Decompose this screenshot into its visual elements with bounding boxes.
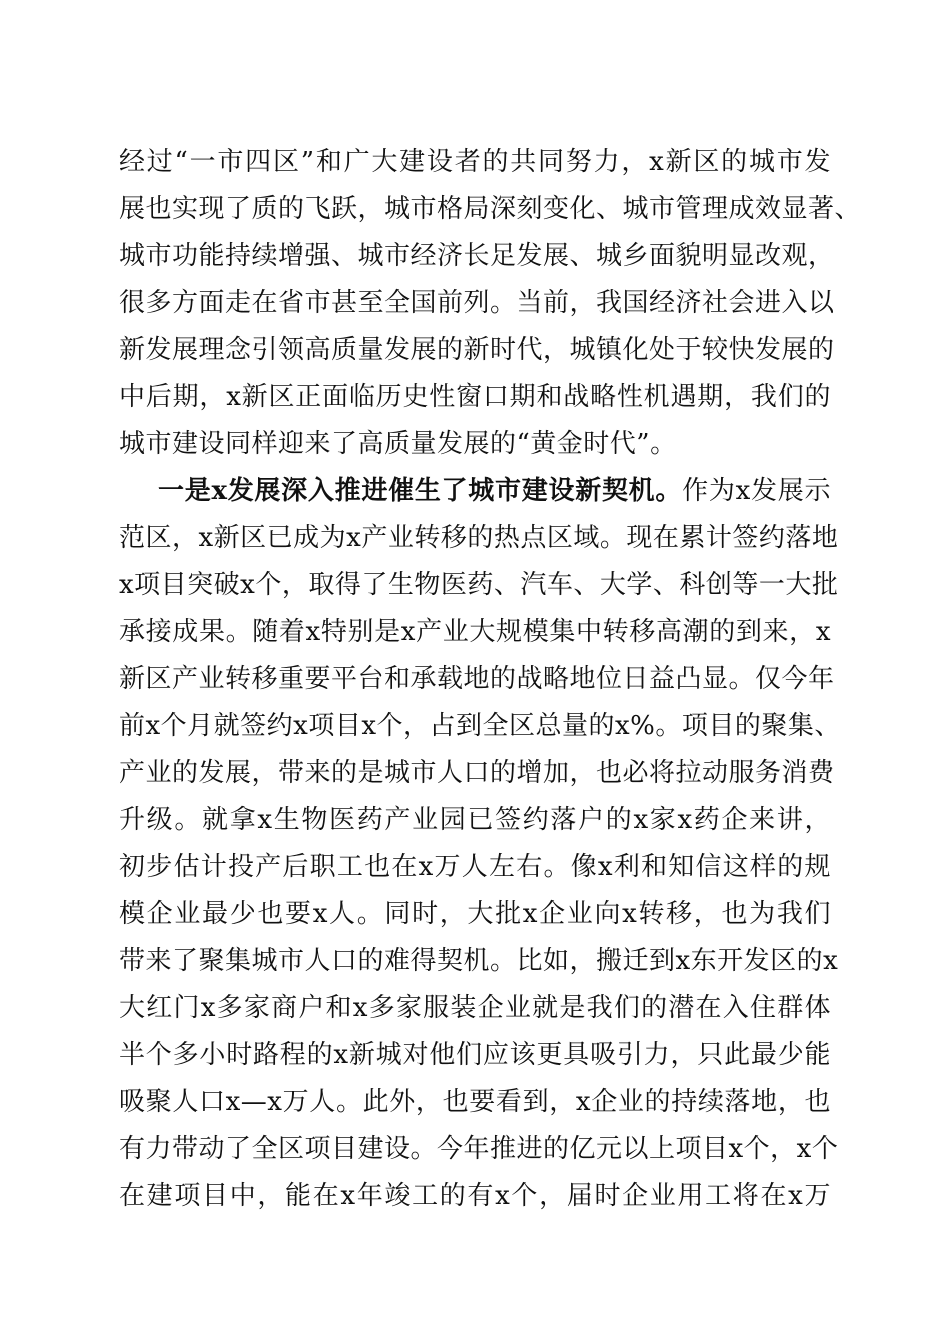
paragraph-1-line-3: 城市功能持续增强、城市经济长足发展、城乡面貌明显改观，: [119, 241, 835, 271]
paragraph-1-line-6: 中后期，x新区正面临历史性窗口期和战略性机遇期，我们的: [119, 382, 831, 412]
paragraph-2-heading: 一是x发展深入推进催生了城市建设新契机。: [158, 476, 683, 506]
paragraph-2-line-12: 大红门x多家商户和x多家服装企业就是我们的潜在入住群体: [119, 993, 831, 1023]
paragraph-2-line-14: 吸聚人口x—x万人。此外，也要看到，x企业的持续落地，也: [119, 1087, 831, 1117]
paragraph-2-line-6: 前x个月就签约x项目x个，占到全区总量的x%。项目的聚集、: [119, 711, 841, 741]
paragraph-2-line-10: 模企业最少也要x人。同时，大批x企业向x转移，也为我们: [119, 899, 831, 929]
paragraph-1-line-5: 新发展理念引领高质量发展的新时代，城镇化处于较快发展的: [119, 335, 835, 365]
paragraph-1-line-7: 城市建设同样迎来了高质量发展的“黄金时代”。: [119, 429, 677, 459]
paragraph-2-line-7: 产业的发展，带来的是城市人口的增加，也必将拉动服务消费: [119, 758, 835, 788]
paragraph-1-line-4: 很多方面走在省市甚至全国前列。当前，我国经济社会进入以: [119, 288, 835, 318]
paragraph-2-line-9: 初步估计投产后职工也在x万人左右。像x利和知信这样的规: [119, 852, 831, 882]
paragraph-1-line-1: 经过“一市四区”和广大建设者的共同努力，x新区的城市发: [119, 147, 831, 177]
paragraph-2-line-5: 新区产业转移重要平台和承载地的战略地位日益凸显。仅今年: [119, 664, 835, 694]
paragraph-2-line-16: 在建项目中，能在x年竣工的有x个，届时企业用工将在x万: [119, 1181, 831, 1211]
paragraph-2-line-8: 升级。就拿x生物医药产业园已签约落户的x家x药企来讲，: [119, 805, 831, 835]
paragraph-2-line-13: 半个多小时路程的x新城对他们应该更具吸引力，只此最少能: [119, 1040, 831, 1070]
paragraph-2-line-3: x项目突破x个，取得了生物医药、汽车、大学、科创等一大批: [119, 570, 839, 600]
paragraph-2-line-2: 范区，x新区已成为x产业转移的热点区域。现在累计签约落地: [119, 523, 839, 553]
paragraph-2-line-4: 承接成果。随着x特别是x产业大规模集中转移高潮的到来，x: [119, 617, 831, 647]
paragraph-2-line-1-rest: 作为x发展示: [682, 476, 831, 506]
paragraph-2-line-11: 带来了聚集城市人口的难得契机。比如，搬迁到x东开发区的x: [119, 946, 839, 976]
paragraph-2-line-1: [158, 469, 831, 513]
paragraph-1-line-2: 展也实现了质的飞跃，城市格局深刻变化、城市管理成效显著、: [119, 194, 862, 224]
paragraph-2-line-15: 有力带动了全区项目建设。今年推进的亿元以上项目x个，x个: [119, 1134, 839, 1164]
